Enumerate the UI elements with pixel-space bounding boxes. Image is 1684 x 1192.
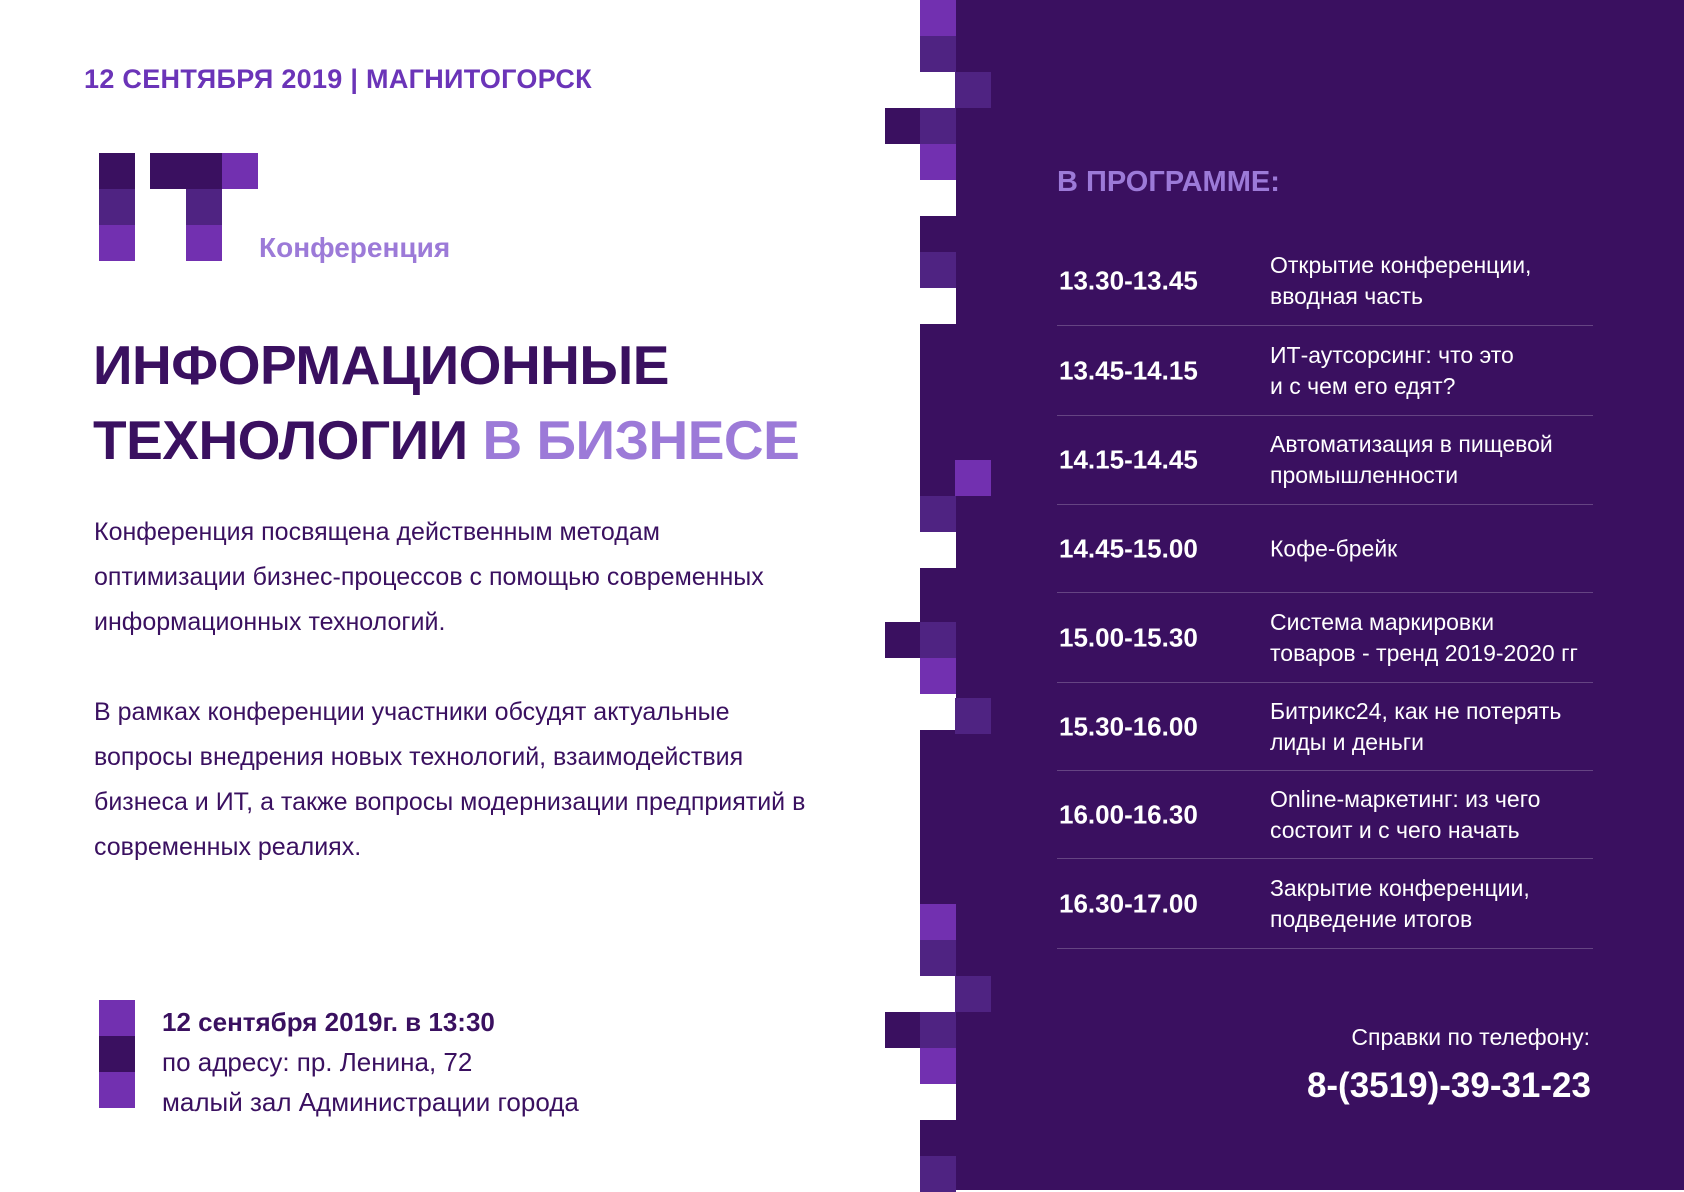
- event-details: [162, 1002, 579, 1122]
- program-row: [1057, 683, 1593, 771]
- program-row: [1057, 416, 1593, 505]
- title-line-1: ИНФОРМАЦИОННЫЕ: [93, 334, 669, 396]
- info-pixel: [99, 1000, 135, 1036]
- program-row: [1057, 859, 1593, 949]
- program-topic: Online-маркетинг: из чего состоит и с чего начать: [1270, 785, 1541, 843]
- program-topic: Автоматизация в пищевой промышленности: [1270, 431, 1553, 488]
- event-venue: малый зал Администрации города: [162, 1087, 579, 1117]
- logo-pixel: [150, 153, 186, 189]
- info-pixel: [99, 1072, 135, 1108]
- program-title: В ПРОГРАММЕ:: [1057, 166, 1280, 198]
- description-paragraph-2: В рамках конференции участники обсудят актуальные вопросы внедрения новых технологий, взаимодействия бизнеса и ИТ, а также вопросы модернизации предприятий в современных реалиях.: [94, 698, 806, 861]
- program-row: [1057, 236, 1593, 326]
- description-paragraph-1: Конференция посвящена действенным методам оптимизации бизнес-процессов с помощью современных информационных технологий.: [94, 518, 764, 636]
- logo-pixel: [186, 189, 222, 225]
- logo-pixel: [99, 153, 135, 189]
- info-pixel: [99, 1036, 135, 1072]
- conference-label: Конференция: [259, 232, 451, 263]
- program-topic: Закрытие конференции, подведение итогов: [1270, 874, 1530, 932]
- title-line-2: [93, 403, 799, 478]
- program-topic: Кофе-брейк: [1270, 535, 1398, 561]
- event-when: 12 сентября 2019г. в 13:30: [162, 1007, 495, 1037]
- program-time: 16.00-16.30: [1059, 799, 1198, 829]
- program-topic: Система маркировки товаров - тренд 2019-2020 гг: [1270, 608, 1578, 666]
- event-date-city: 12 СЕНТЯБРЯ 2019 | МАГНИТОГОРСК: [84, 64, 592, 94]
- program-schedule: [1057, 236, 1593, 949]
- logo-pixel: [222, 153, 258, 189]
- program-time: 13.45-14.15: [1059, 355, 1198, 385]
- program-topic: Открытие конференции, вводная часть: [1270, 251, 1532, 309]
- logo-pixel: [186, 225, 222, 261]
- phone-number[interactable]: 8-(3519)-39-31-23: [1306, 1066, 1591, 1105]
- logo-pixel: [99, 189, 135, 225]
- logo-pixel: [186, 153, 222, 189]
- program-row: [1057, 771, 1593, 859]
- program-row: [1057, 593, 1593, 683]
- program-row: [1057, 326, 1593, 416]
- program-topic: Битрикс24, как не потерять лиды и деньги: [1270, 697, 1562, 755]
- program-time: 14.15-14.45: [1059, 444, 1198, 475]
- page-title: [93, 328, 799, 478]
- title-accent-part: В БИЗНЕСЕ: [482, 409, 800, 471]
- logo-pixel: [99, 225, 135, 261]
- program-time: 15.00-15.30: [1059, 622, 1198, 652]
- program-time: 13.30-13.45: [1059, 265, 1198, 295]
- title-main-part: ТЕХНОЛОГИИ: [93, 409, 483, 471]
- conference-description: [94, 510, 814, 870]
- program-time: 15.30-16.00: [1059, 711, 1198, 741]
- program-time: 14.45-15.00: [1059, 533, 1198, 563]
- program-topic: ИТ-аутсорсинг: что это и с чем его едят?: [1270, 341, 1514, 399]
- program-time: 16.30-17.00: [1059, 888, 1198, 918]
- event-address: по адресу: пр. Ленина, 72: [162, 1047, 473, 1077]
- program-row: [1057, 505, 1593, 593]
- it-pixel-logo: [99, 153, 259, 261]
- phone-label: Справки по телефону:: [1351, 1024, 1590, 1050]
